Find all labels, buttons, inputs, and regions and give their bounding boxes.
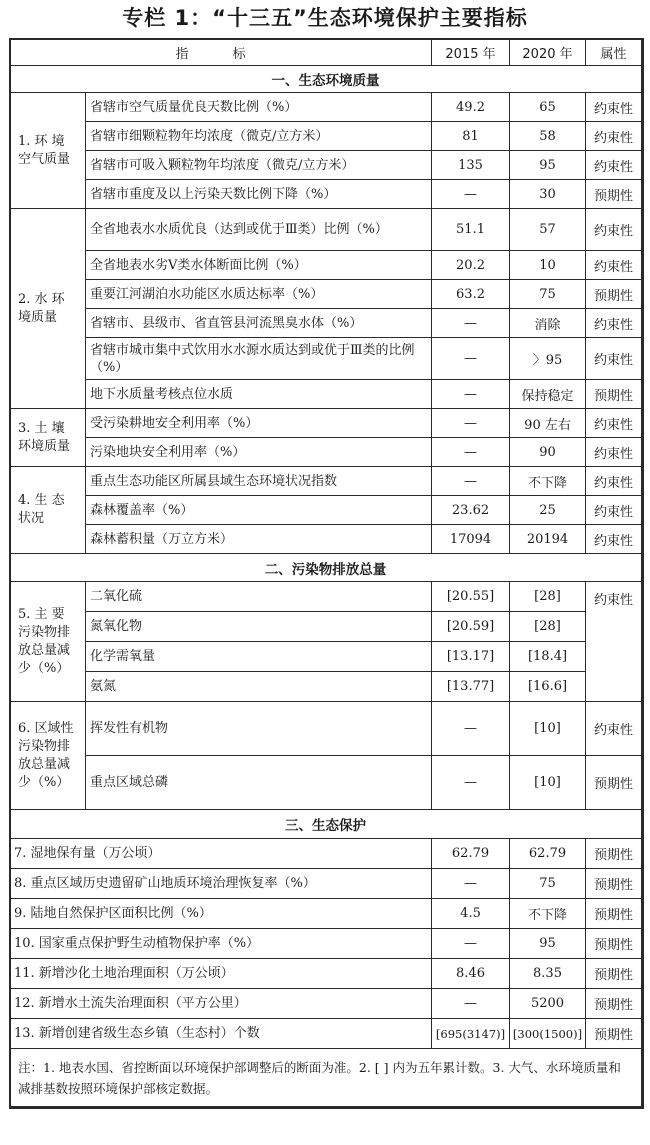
row-name: 受污染耕地安全利用率（%） xyxy=(86,409,432,438)
row-2020: 62.79 xyxy=(510,839,586,869)
row-2020: 57 xyxy=(510,209,586,251)
row-name: 省辖市细颗粒物年均浓度（微克/立方米） xyxy=(86,122,432,151)
table-row xyxy=(10,309,642,338)
page-title: 专栏 1：“十三五”生态环境保护主要指标 xyxy=(122,6,528,30)
table-row xyxy=(10,122,642,151)
table-row xyxy=(10,380,642,409)
section-row xyxy=(10,554,642,582)
row-name: 氨氮 xyxy=(86,672,432,702)
indicator-table xyxy=(9,38,642,1107)
table-row xyxy=(10,467,642,496)
row-name: 森林蓄积量（万立方米） xyxy=(86,525,432,554)
row-2020: 95 xyxy=(510,151,586,180)
section-title: 一、生态环境质量 xyxy=(10,66,642,93)
row-2020: 不下降 xyxy=(510,467,586,496)
table-row xyxy=(10,929,642,959)
table-note: 注：1. 地表水国、省控断面以环境保护部调整后的断面为准。2. [ ] 内为五年累计数。3. 大气、水环境质量和减排基数按照环境保护部核定数据。 xyxy=(10,1049,642,1107)
row-attr: 预期性 xyxy=(586,989,642,1019)
row-attr: 预期性 xyxy=(586,959,642,989)
row-name: 11. 新增沙化土地治理面积（万公顷） xyxy=(10,959,432,989)
row-name: 森林覆盖率（%） xyxy=(86,496,432,525)
table-row xyxy=(10,209,642,251)
row-attr: 约束性 xyxy=(586,251,642,280)
row-2015: [695(3147)] xyxy=(432,1019,510,1049)
row-2015: [13.77] xyxy=(432,672,510,702)
row-2015: — xyxy=(432,467,510,496)
section-row xyxy=(10,66,642,93)
row-attr: 预期性 xyxy=(586,869,642,899)
row-2015: 23.62 xyxy=(432,496,510,525)
row-2020: 58 xyxy=(510,122,586,151)
table-row xyxy=(10,989,642,1019)
row-attr: 约束性 xyxy=(586,582,642,702)
row-name: 挥发性有机物 xyxy=(86,702,432,756)
row-attr: 约束性 xyxy=(586,93,642,122)
table-row xyxy=(10,496,642,525)
row-attr: 约束性 xyxy=(586,409,642,438)
row-attr: 预期性 xyxy=(586,756,642,810)
row-2020: 95 xyxy=(510,929,586,959)
row-2015: — xyxy=(432,438,510,467)
row-attr: 约束性 xyxy=(586,338,642,380)
row-2020: [16.6] xyxy=(510,672,586,702)
row-2020: 5200 xyxy=(510,989,586,1019)
row-name: 省辖市空气质量优良天数比例（%） xyxy=(86,93,432,122)
table-row xyxy=(10,525,642,554)
row-name: 省辖市城市集中式饮用水水源水质达到或优于Ⅲ类的比例（%） xyxy=(86,338,432,380)
section-title: 二、污染物排放总量 xyxy=(10,554,642,582)
table-row xyxy=(10,869,642,899)
table-row xyxy=(10,959,642,989)
row-2020: 65 xyxy=(510,93,586,122)
table-row xyxy=(10,642,642,672)
row-name: 10. 国家重点保护野生动植物保护率（%） xyxy=(10,929,432,959)
row-2015: 4.5 xyxy=(432,899,510,929)
row-attr: 预期性 xyxy=(586,839,642,869)
row-2015: — xyxy=(432,756,510,810)
row-attr: 预期性 xyxy=(586,280,642,309)
row-2020: [18.4] xyxy=(510,642,586,672)
row-name: 全省地表水水质优良（达到或优于Ⅲ类）比例（%） xyxy=(86,209,432,251)
header-attribute: 属性 xyxy=(586,39,642,66)
header-2020: 2020 年 xyxy=(510,39,586,66)
row-name: 重点区域总磷 xyxy=(86,756,432,810)
table-row xyxy=(10,251,642,280)
row-2015: 8.46 xyxy=(432,959,510,989)
row-name: 12. 新增水土流失治理面积（平方公里） xyxy=(10,989,432,1019)
row-attr: 约束性 xyxy=(586,309,642,338)
row-2015: 135 xyxy=(432,151,510,180)
row-2015: 63.2 xyxy=(432,280,510,309)
row-2015: — xyxy=(432,309,510,338)
row-name: 7. 湿地保有量（万公顷） xyxy=(10,839,432,869)
row-attr: 约束性 xyxy=(586,467,642,496)
row-attr: 预期性 xyxy=(586,929,642,959)
row-name: 地下水质量考核点位水质 xyxy=(86,380,432,409)
note-row xyxy=(10,1049,642,1107)
group-label: 6. 区域性 污染物排 放总量减 少（%） xyxy=(10,702,86,810)
table-row xyxy=(10,338,642,380)
row-2020: [10] xyxy=(510,756,586,810)
table-row xyxy=(10,151,642,180)
row-2020: [28] xyxy=(510,582,586,612)
row-2015: [13.17] xyxy=(432,642,510,672)
row-2020: 〉95 xyxy=(510,338,586,380)
row-attr: 约束性 xyxy=(586,525,642,554)
row-2015: 17094 xyxy=(432,525,510,554)
row-attr: 预期性 xyxy=(586,899,642,929)
row-2015: [20.59] xyxy=(432,612,510,642)
row-2020: 20194 xyxy=(510,525,586,554)
row-name: 化学需氧量 xyxy=(86,642,432,672)
row-2015: — xyxy=(432,702,510,756)
table-row xyxy=(10,839,642,869)
row-name: 全省地表水劣Ⅴ类水体断面比例（%） xyxy=(86,251,432,280)
row-2015: — xyxy=(432,380,510,409)
row-name: 重点生态功能区所属县域生态环境状况指数 xyxy=(86,467,432,496)
row-2020: [28] xyxy=(510,612,586,642)
row-2020: 保持稳定 xyxy=(510,380,586,409)
group-label: 2. 水 环 境质量 xyxy=(10,209,86,409)
table-row xyxy=(10,409,642,438)
row-attr: 约束性 xyxy=(586,438,642,467)
row-attr: 预期性 xyxy=(586,180,642,209)
row-2020: 8.35 xyxy=(510,959,586,989)
row-2020: [10] xyxy=(510,702,586,756)
table-row xyxy=(10,756,642,810)
group-label: 4. 生 态 状况 xyxy=(10,467,86,554)
section-title: 三、生态保护 xyxy=(10,810,642,839)
row-2020: 消除 xyxy=(510,309,586,338)
row-2020: 90 xyxy=(510,438,586,467)
row-name: 8. 重点区域历史遗留矿山地质环境治理恢复率（%） xyxy=(10,869,432,899)
row-attr: 约束性 xyxy=(586,151,642,180)
row-2015: — xyxy=(432,929,510,959)
row-attr: 预期性 xyxy=(586,380,642,409)
row-name: 13. 新增创建省级生态乡镇（生态村）个数 xyxy=(10,1019,432,1049)
table-row xyxy=(10,1019,642,1049)
table-row xyxy=(10,672,642,702)
table-row xyxy=(10,438,642,467)
row-2015: [20.55] xyxy=(432,582,510,612)
row-2020: 25 xyxy=(510,496,586,525)
section-row xyxy=(10,810,642,839)
row-2015: 49.2 xyxy=(432,93,510,122)
row-2015: 62.79 xyxy=(432,839,510,869)
row-name: 9. 陆地自然保护区面积比例（%） xyxy=(10,899,432,929)
row-2020: [300(1500)] xyxy=(510,1019,586,1049)
row-2020: 90 左右 xyxy=(510,409,586,438)
row-name: 二氧化硫 xyxy=(86,582,432,612)
table-row xyxy=(10,702,642,756)
table-row xyxy=(10,280,642,309)
row-attr: 预期性 xyxy=(586,1019,642,1049)
row-2015: — xyxy=(432,338,510,380)
row-2020: 30 xyxy=(510,180,586,209)
header-indicator: 指 标 xyxy=(10,39,432,66)
row-2015: — xyxy=(432,180,510,209)
group-label: 3. 土 壤 环境质量 xyxy=(10,409,86,467)
row-attr: 约束性 xyxy=(586,702,642,756)
row-name: 省辖市重度及以上污染天数比例下降（%） xyxy=(86,180,432,209)
row-name: 氮氧化物 xyxy=(86,612,432,642)
table-row xyxy=(10,612,642,642)
table-header-row xyxy=(10,39,642,66)
group-label: 1. 环 境 空气质量 xyxy=(10,93,86,209)
row-2020: 75 xyxy=(510,869,586,899)
row-2015: 20.2 xyxy=(432,251,510,280)
row-name: 污染地块安全利用率（%） xyxy=(86,438,432,467)
row-name: 省辖市、县级市、省直管县河流黑臭水体（%） xyxy=(86,309,432,338)
row-2015: 81 xyxy=(432,122,510,151)
row-2015: — xyxy=(432,409,510,438)
row-2020: 10 xyxy=(510,251,586,280)
table-row xyxy=(10,93,642,122)
row-name: 重要江河湖泊水功能区水质达标率（%） xyxy=(86,280,432,309)
row-attr: 约束性 xyxy=(586,122,642,151)
row-name: 省辖市可吸入颗粒物年均浓度（微克/立方米） xyxy=(86,151,432,180)
row-2020: 不下降 xyxy=(510,899,586,929)
table-row xyxy=(10,582,642,612)
row-2015: 51.1 xyxy=(432,209,510,251)
group-label: 5. 主 要 污染物排 放总量减 少（%） xyxy=(10,582,86,702)
row-2015: — xyxy=(432,989,510,1019)
table-row xyxy=(10,180,642,209)
row-attr: 约束性 xyxy=(586,209,642,251)
row-attr: 约束性 xyxy=(586,496,642,525)
row-2020: 75 xyxy=(510,280,586,309)
row-2015: — xyxy=(432,869,510,899)
table-row xyxy=(10,899,642,929)
header-2015: 2015 年 xyxy=(432,39,510,66)
